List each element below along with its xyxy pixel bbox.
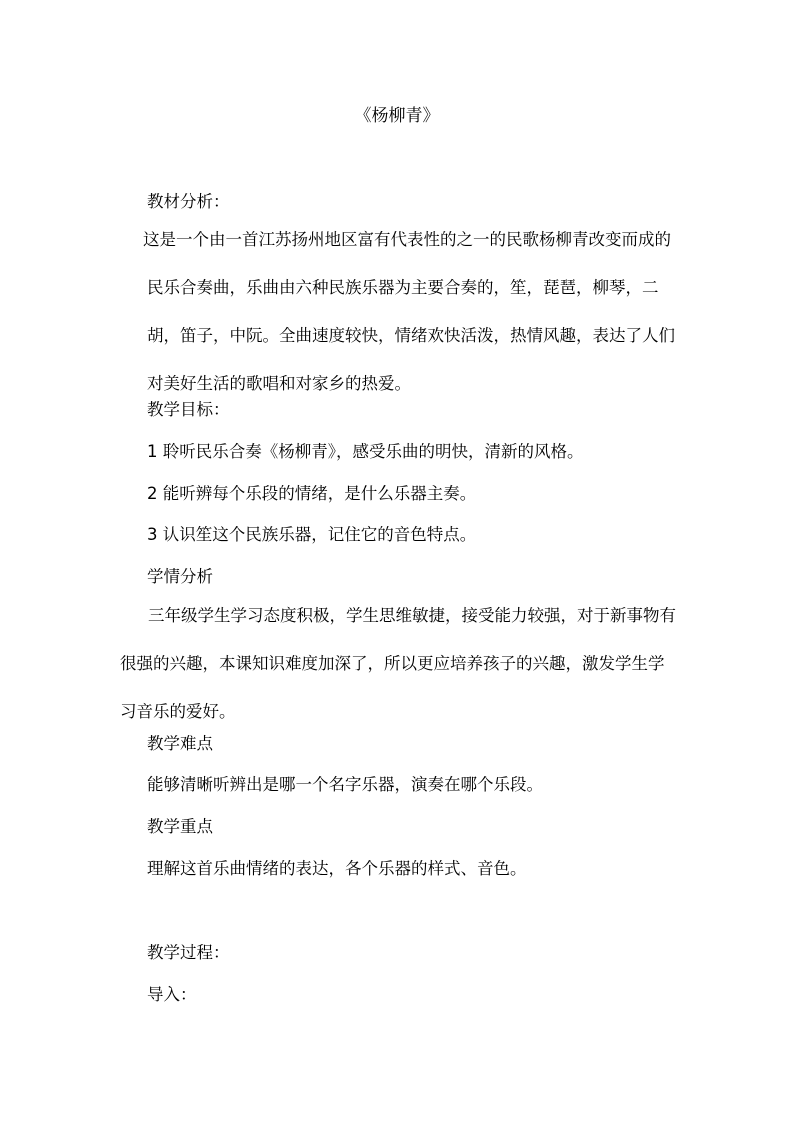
difficulty-body: 能够清晰听辨出是哪一个名字乐器，演奏在哪个乐段。: [147, 775, 543, 794]
intro-heading: 导入：: [147, 985, 197, 1004]
process-heading: 教学过程：: [147, 943, 230, 962]
difficulty-heading: 教学难点: [147, 734, 213, 753]
document-title: 《杨柳青》: [354, 106, 440, 126]
goal-item: 3 认识笙这个民族乐器，记住它的音色特点。: [147, 525, 477, 544]
goals-heading: 教学目标：: [147, 400, 230, 419]
material-heading: 教材分析：: [147, 192, 230, 211]
students-heading: 学情分析: [147, 567, 213, 586]
goal-item: 1 聆听民乐合奏《杨柳青》，感受乐曲的明快，清新的风格。: [147, 442, 584, 461]
key-heading: 教学重点: [147, 817, 213, 836]
material-body: 这是一个由一首江苏扬州地区富有代表性的之一的民歌杨柳青改变而成的民乐合奏曲，乐曲由六种民族乐器为主要合奏的，笙，琵琶，柳琴，二胡，笛子，中阮。全曲速度较快，情绪欢快活泼，热情风趣，表达了人们对美好生活的歌唱和对家乡的热爱。: [143, 230, 675, 393]
key-body: 理解这首乐曲情绪的表达，各个乐器的样式、音色。: [147, 859, 527, 878]
students-body: 三年级学生学习态度积极，学生思维敏捷，接受能力较强，对于新事物有很强的兴趣，本课知识难度加深了，所以更应培养孩子的兴趣，激发学生学习音乐的爱好。: [120, 606, 676, 721]
goal-item: 2 能听辨每个乐段的情绪，是什么乐器主奏。: [147, 484, 477, 503]
